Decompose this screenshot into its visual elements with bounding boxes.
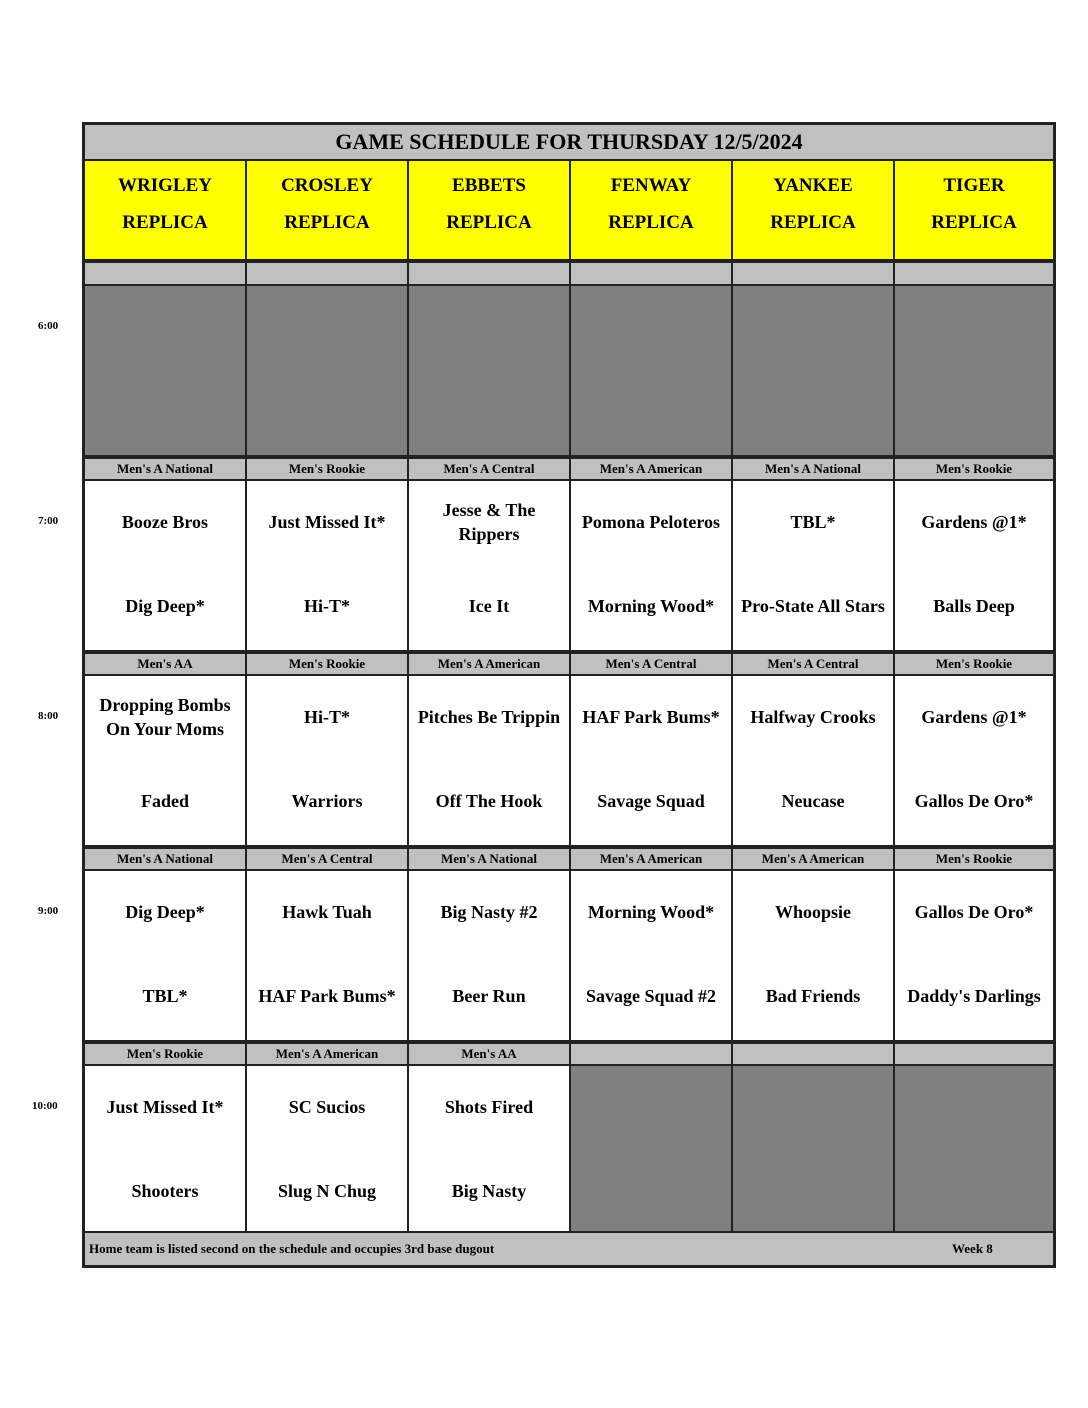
division-label: Men's A American [733,847,895,871]
field-subtitle: REPLICA [284,212,370,233]
empty-slot [247,286,409,457]
game-cell [895,676,1053,847]
division-label: Men's A American [247,1042,409,1066]
empty-slot [895,1066,1053,1237]
footer-bar [85,1231,1053,1265]
field-name: TIGER [943,175,1005,196]
home-team: Warriors [291,791,363,811]
home-team: Off The Hook [435,791,543,811]
away-team: Gardens @1* [921,512,1027,532]
division-label [247,261,409,286]
away-team: Pomona Peloteros [581,512,721,532]
game-cell [85,871,247,1042]
home-team: Slug N Chug [277,1181,377,1201]
game-cell [85,676,247,847]
away-team: Hawk Tuah [282,902,372,922]
away-team: Dig Deep* [125,902,205,922]
field-subtitle: REPLICA [931,212,1017,233]
home-team: Daddy's Darlings [907,986,1041,1006]
division-label: Men's A American [571,457,733,481]
field-header [409,161,571,261]
field-subtitle: REPLICA [446,212,532,233]
empty-slot [895,286,1053,457]
time-label: 9:00 [38,905,59,917]
time-label: 8:00 [38,710,59,722]
away-team: Jesse & The Rippers [442,500,536,544]
field-name: YANKEE [773,175,853,196]
division-label [571,1042,733,1066]
field-header [85,161,247,261]
division-label: Men's AA [409,1042,571,1066]
away-team: Gallos De Oro* [914,902,1034,922]
away-team: Morning Wood* [587,902,715,922]
home-team: Gallos De Oro* [914,791,1034,811]
game-cell [409,481,571,652]
division-label [85,261,247,286]
game-cell [247,676,409,847]
game-cell [571,481,733,652]
empty-slot [409,286,571,457]
division-label [895,1042,1053,1066]
division-label: Men's AA [85,652,247,676]
field-header [733,161,895,261]
division-label [733,261,895,286]
empty-slot [733,1066,895,1237]
home-team: Morning Wood* [587,596,715,616]
division-label [571,261,733,286]
away-team: Booze Bros [121,512,209,532]
home-team: Savage Squad #2 [585,986,717,1006]
away-team: Just Missed It* [106,1097,224,1117]
home-team: Faded [140,791,189,811]
away-team: Hi-T* [303,707,350,727]
game-cell [733,481,895,652]
division-label: Men's A National [85,847,247,871]
game-cell [571,871,733,1042]
home-team: TBL* [142,986,188,1006]
schedule-sheet [82,122,1056,1268]
footer-note: Home team is listed second on the schedule and occupies 3rd base dugout [89,1241,495,1256]
field-name: CROSLEY [281,175,373,196]
division-label: Men's Rookie [895,847,1053,871]
field-header [895,161,1053,261]
game-cell [409,871,571,1042]
game-cell [85,481,247,652]
division-label: Men's Rookie [85,1042,247,1066]
game-cell [571,676,733,847]
game-cell [895,871,1053,1042]
home-team: Ice It [468,596,510,616]
division-label: Men's A American [571,847,733,871]
week-label: Week 8 [952,1241,993,1256]
field-header [571,161,733,261]
game-cell [247,871,409,1042]
empty-slot [733,286,895,457]
away-team: Big Nasty #2 [440,902,538,922]
field-name: EBBETS [452,175,526,196]
division-label: Men's A Central [247,847,409,871]
empty-slot [85,286,247,457]
home-team: Shooters [131,1181,199,1201]
time-label: 7:00 [38,515,59,527]
game-cell [247,1066,409,1237]
division-label [895,261,1053,286]
division-label: Men's A American [409,652,571,676]
field-subtitle: REPLICA [770,212,856,233]
home-team: Neucase [781,791,845,811]
home-team: Dig Deep* [125,596,205,616]
away-team: HAF Park Bums* [582,707,720,727]
away-team: SC Sucios [288,1097,366,1117]
home-team: Balls Deep [933,596,1015,616]
field-header [247,161,409,261]
away-team: Gardens @1* [921,707,1027,727]
game-cell [247,481,409,652]
away-team: Dropping Bombs On Your Moms [99,695,231,739]
home-team: Beer Run [452,986,526,1006]
home-team: Savage Squad [597,791,705,811]
division-label: Men's A Central [571,652,733,676]
division-label: Men's A Central [409,457,571,481]
field-subtitle: REPLICA [122,212,208,233]
division-label: Men's Rookie [247,652,409,676]
division-label: Men's A Central [733,652,895,676]
game-cell [733,676,895,847]
home-team: HAF Park Bums* [258,986,396,1006]
division-label: Men's A National [733,457,895,481]
away-team: Just Missed It* [268,512,386,532]
division-label [733,1042,895,1066]
game-cell [409,676,571,847]
game-cell [895,481,1053,652]
game-cell [733,871,895,1042]
division-label: Men's A National [85,457,247,481]
away-team: Halfway Crooks [750,707,876,727]
away-team: Whoopsie [774,902,852,922]
field-name: WRIGLEY [118,175,212,196]
away-team: TBL* [790,512,836,532]
page-title: GAME SCHEDULE FOR THURSDAY 12/5/2024 [85,125,1053,161]
division-label: Men's Rookie [247,457,409,481]
empty-slot [571,1066,733,1237]
home-team: Big Nasty [451,1181,527,1201]
division-label: Men's Rookie [895,652,1053,676]
division-label: Men's A National [409,847,571,871]
field-name: FENWAY [610,175,692,196]
away-team: Pitches Be Trippin [417,707,561,727]
game-cell [409,1066,571,1237]
time-label: 10:00 [32,1100,58,1112]
home-team: Bad Friends [765,986,861,1006]
home-team: Pro-State All Stars [741,596,885,616]
division-label [409,261,571,286]
away-team: Shots Fired [444,1097,534,1117]
division-label: Men's Rookie [895,457,1053,481]
time-label: 6:00 [38,320,59,332]
home-team: Hi-T* [303,596,350,616]
field-subtitle: REPLICA [608,212,694,233]
empty-slot [571,286,733,457]
game-cell [85,1066,247,1237]
